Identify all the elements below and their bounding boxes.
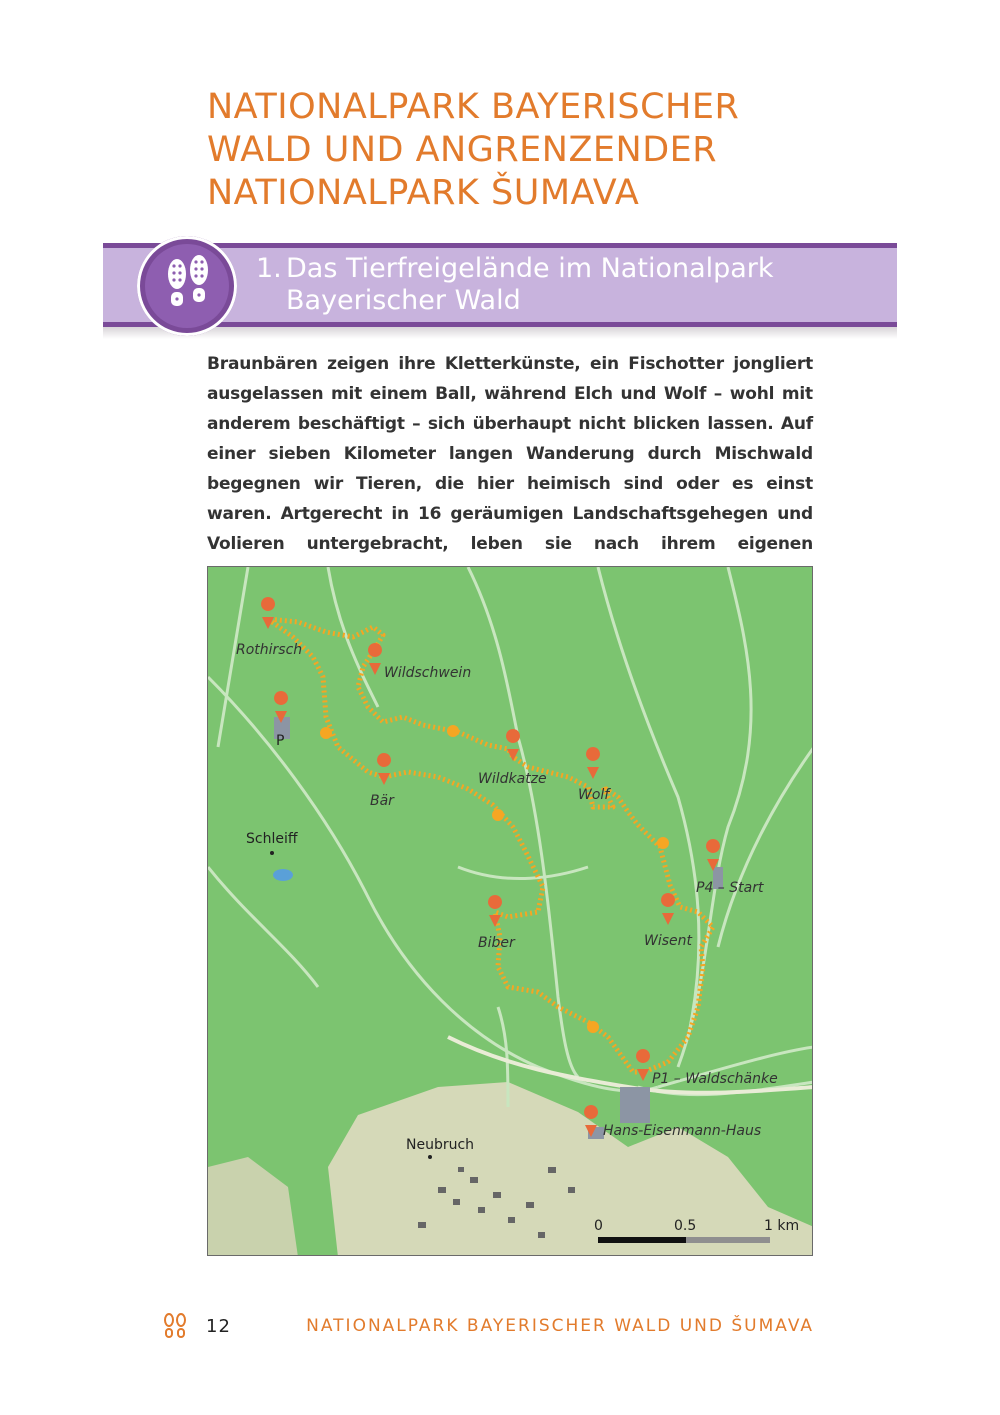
scale-label-1km: 1 km bbox=[764, 1218, 800, 1234]
label-wolf: Wolf bbox=[578, 787, 610, 803]
footprints-icon bbox=[145, 244, 229, 328]
map-graphic bbox=[208, 567, 813, 1256]
section-title-line-2: Bayerischer Wald bbox=[286, 285, 521, 316]
footprints-icon bbox=[160, 1311, 190, 1345]
label-baer: Bär bbox=[370, 793, 394, 809]
label-hans: Hans-Eisenmann-Haus bbox=[603, 1123, 762, 1139]
section-badge bbox=[137, 236, 237, 336]
scale-bar-grey bbox=[686, 1237, 770, 1243]
chapter-title-line-3: NATIONALPARK ŠUMAVA bbox=[207, 173, 640, 213]
intro-paragraph: Braunbären zeigen ihre Kletterkünste, ein Fischotter jongliert ausgelassen mit einem Ball, während Elch und Wolf – wohl mit anderem beschäftigt – sich überhaupt nicht blicken lassen. Auf einer sieben Kilometer langen Wanderung durch Mischwald begegnen wir Tieren, die hier heimisch sind oder es einst waren. Artgerecht in 16 geräumigen Landschaftsgehegen und Volieren untergebracht, leben sie nach ihrem eigenen bbox=[207, 354, 813, 554]
scale-label-0: 0 bbox=[594, 1218, 603, 1234]
section-title-line-1: Das Tierfreigelände im Nationalpark bbox=[286, 253, 774, 284]
route-map bbox=[207, 566, 813, 1256]
page-number: 12 bbox=[206, 1316, 231, 1337]
pond bbox=[273, 869, 293, 881]
label-wisent: Wisent bbox=[644, 933, 693, 949]
label-wildschwein: Wildschwein bbox=[384, 665, 472, 681]
label-wildkatze: Wildkatze bbox=[478, 771, 547, 787]
chapter-title-line-1: NATIONALPARK BAYERISCHER bbox=[207, 87, 740, 127]
chapter-title bbox=[207, 86, 827, 215]
section-banner-shadow bbox=[103, 327, 897, 339]
label-biber: Biber bbox=[478, 935, 515, 951]
label-p4: P4 – Start bbox=[696, 880, 764, 896]
scale-label-05: 0.5 bbox=[674, 1218, 697, 1234]
place-dot-schleiff bbox=[270, 851, 274, 855]
section-number: 1. bbox=[256, 253, 282, 284]
parking-area-p1 bbox=[620, 1087, 650, 1123]
scale-bar-black bbox=[598, 1237, 686, 1243]
running-title: NATIONALPARK BAYERISCHER WALD UND ŠUMAVA bbox=[306, 1316, 814, 1336]
chapter-title-line-2: WALD UND ANGRENZENDER bbox=[207, 130, 718, 170]
section-title bbox=[286, 253, 886, 317]
label-neubruch: Neubruch bbox=[406, 1137, 475, 1153]
label-parking: P bbox=[276, 733, 285, 749]
place-dot-neubruch bbox=[428, 1155, 432, 1159]
label-rothirsch: Rothirsch bbox=[236, 642, 303, 658]
label-p1: P1 – Waldschänke bbox=[652, 1071, 778, 1087]
label-schleiff: Schleiff bbox=[246, 831, 298, 847]
